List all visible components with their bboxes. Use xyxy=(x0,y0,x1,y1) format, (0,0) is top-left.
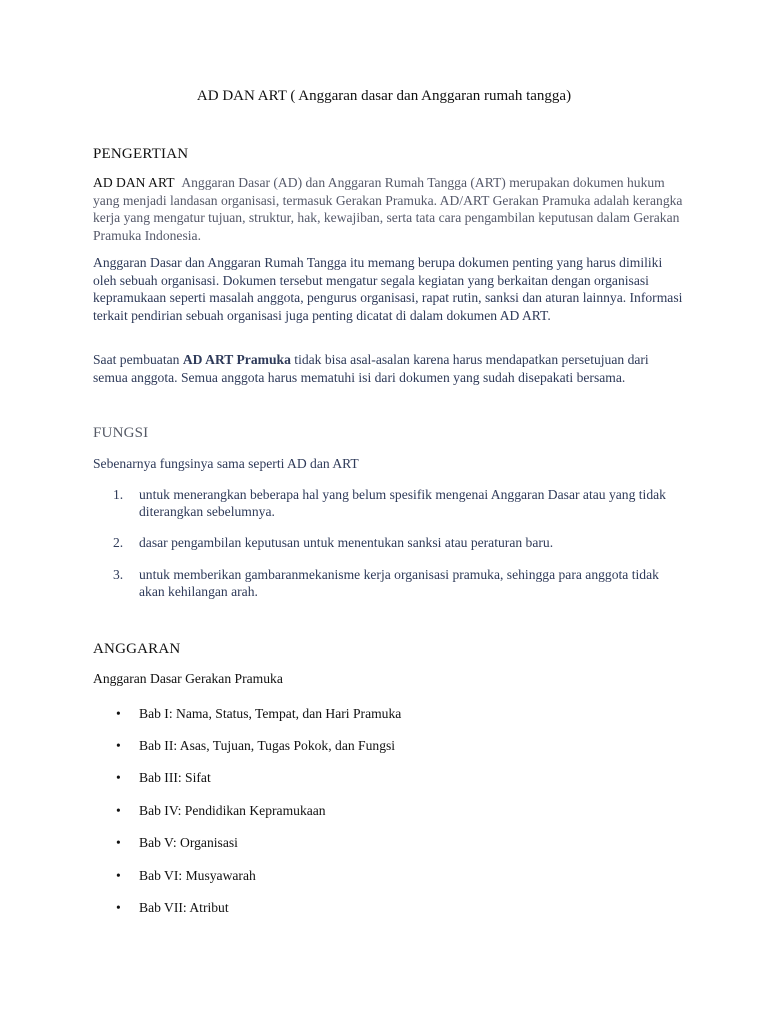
bold-term: AD ART Pramuka xyxy=(182,352,291,367)
bullet-icon: • xyxy=(116,803,121,818)
paragraph-pengertian-2: Anggaran Dasar dan Anggaran Rumah Tangga itu memang berupa dokumen penting yang harus dimiliki oleh sebuah organisasi. Dokumen tersebut mengatur segala kegiatan yang berkaitan dengan organisasi kepramukaan seperti masalah anggota, pengurus organisasi, rapat rutin, sanksi dan aturan lainnya. Informasi terkait pendirian sebuah organisasi juga penting dicatat di dalam dokumen AD ART. xyxy=(93,255,683,323)
list-item-text: untuk memberikan gambaranmekanisme kerja organisasi pramuka, sehingga para anggota tidak akan kehilangan arah. xyxy=(139,567,659,599)
paragraph-pengertian-3 xyxy=(93,351,683,386)
section-heading-fungsi: FUNGSI xyxy=(93,425,149,441)
anggaran-intro: Anggaran Dasar Gerakan Pramuka xyxy=(93,671,283,686)
bullet-icon: • xyxy=(116,900,121,915)
bullet-icon: • xyxy=(116,770,121,785)
lead-term: AD DAN ART xyxy=(93,175,175,190)
section-heading-anggaran: ANGGARAN xyxy=(93,641,181,657)
list-item-text: Bab IV: Pendidikan Kepramukaan xyxy=(139,803,326,818)
list-item-text: dasar pengambilan keputusan untuk menentukan sanksi atau peraturan baru. xyxy=(139,535,554,550)
list-item-text: Bab V: Organisasi xyxy=(139,835,238,850)
document-title: AD DAN ART ( Anggaran dasar dan Anggaran rumah tangga) xyxy=(196,88,572,104)
paragraph-text-pre: Saat pembuatan xyxy=(93,352,183,367)
paragraph-text-post: tidak bisa asal-asalan karena harus mendapatkan persetujuan dari semua anggota. Semua anggota harus mematuhi isi dari dokumen yang sudah disepakati bersama. xyxy=(93,352,649,385)
list-item-text: untuk menerangkan beberapa hal yang belum spesifik mengenai Anggaran Dasar atau yang tidak diterangkan sebelumnya. xyxy=(139,487,666,519)
list-number: 2. xyxy=(113,535,124,550)
fungsi-intro: Sebenarnya fungsinya sama seperti AD dan ART xyxy=(93,456,359,471)
list-item-text: Bab III: Sifat xyxy=(139,770,211,785)
list-number: 3. xyxy=(113,567,124,582)
list-item-text: Bab II: Asas, Tujuan, Tugas Pokok, dan Fungsi xyxy=(139,738,396,753)
bullet-icon: • xyxy=(116,738,121,753)
list-item-text: Bab I: Nama, Status, Tempat, dan Hari Pramuka xyxy=(139,706,402,721)
bullet-icon: • xyxy=(116,868,121,883)
list-item-text: Bab VI: Musyawarah xyxy=(139,868,256,883)
paragraph-text: Anggaran Dasar (AD) dan Anggaran Rumah Tangga (ART) merupakan dokumen hukum yang menjadi landasan organisasi, termasuk Gerakan Pramuka. AD/ART Gerakan Pramuka adalah kerangka kerja yang mengatur tujuan, struktur, hak, kewajiban, serta tata cara pengambilan keputusan dalam Gerakan Pramuka Indonesia. xyxy=(93,175,683,243)
bullet-icon: • xyxy=(116,706,121,721)
list-number: 1. xyxy=(113,487,124,502)
list-item-text: Bab VII: Atribut xyxy=(139,900,229,915)
bullet-icon: • xyxy=(116,835,121,850)
section-heading-pengertian: PENGERTIAN xyxy=(93,146,189,162)
paragraph-pengertian-1 xyxy=(93,174,683,244)
